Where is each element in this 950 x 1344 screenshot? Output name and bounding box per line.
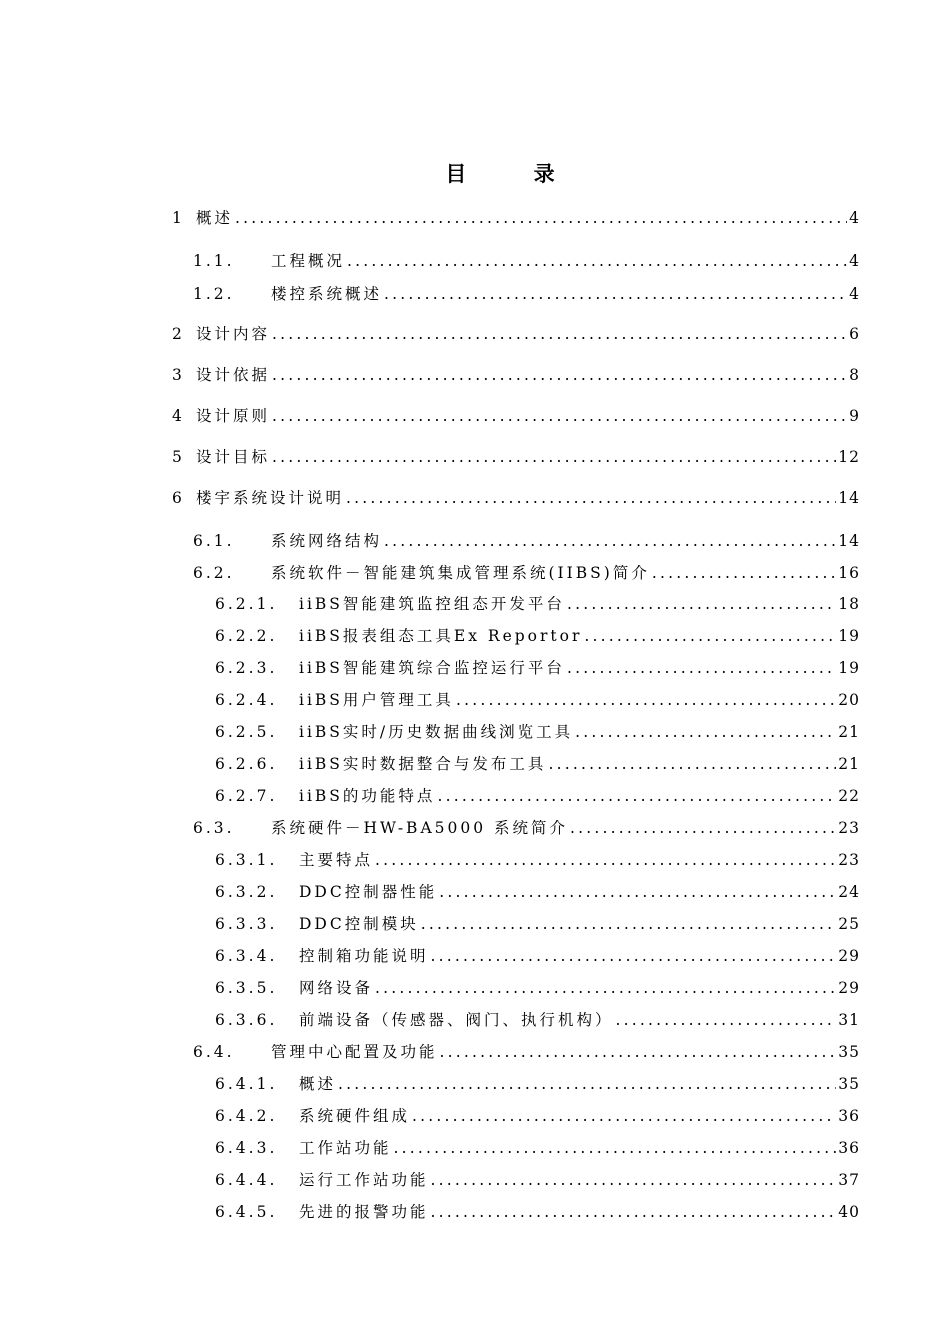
toc-entry[interactable] <box>215 752 860 774</box>
toc-leader-dots <box>567 659 836 677</box>
toc-leader-dots <box>412 1107 836 1125</box>
toc-entry-title: 先进的报警功能 <box>299 1203 429 1221</box>
toc-entry-title: 概述 <box>196 209 234 227</box>
toc-leader-dots <box>272 448 836 466</box>
toc-leader-dots <box>346 489 836 507</box>
toc-entry-number: 1.2. <box>193 285 235 303</box>
toc-entry-page: 12 <box>838 448 860 466</box>
toc-entry-number: 6.2.5. <box>215 723 278 741</box>
toc-leader-dots <box>439 883 836 901</box>
toc-entry-number: 4 <box>172 407 185 425</box>
toc-entry-number: 6.4.5. <box>215 1203 278 1221</box>
toc-leader-dots <box>440 1043 837 1061</box>
toc-entry-page: 35 <box>838 1075 860 1093</box>
toc-entry[interactable] <box>215 880 860 902</box>
toc-entry-page: 40 <box>838 1203 860 1221</box>
toc-entry-page: 23 <box>838 819 860 837</box>
toc-entry-number: 3 <box>172 366 185 384</box>
toc-leader-dots <box>456 691 836 709</box>
toc-leader-dots <box>652 564 836 582</box>
toc-entry-title: 控制箱功能说明 <box>299 947 429 965</box>
toc-entry[interactable] <box>215 1008 860 1030</box>
toc-entry-page: 19 <box>838 659 860 677</box>
toc-entry-page: 14 <box>838 489 860 507</box>
toc-entry-title: 系统网络结构 <box>271 532 383 550</box>
toc-entry-page: 19 <box>838 627 860 645</box>
toc-entry-page: 6 <box>849 325 860 343</box>
toc-entry-title: iiBS智能建筑综合监控运行平台 <box>299 659 565 677</box>
toc-entry-page: 18 <box>838 595 860 613</box>
toc-entry-number: 6.2.2. <box>215 627 278 645</box>
toc-entry-number: 6.3.3. <box>215 915 278 933</box>
toc-entry[interactable] <box>193 1040 860 1062</box>
toc-entry-number: 6.2. <box>193 564 235 582</box>
toc-title: 目 录 <box>445 161 585 186</box>
toc-entry-number: 2 <box>172 325 185 343</box>
toc-entry-title: 主要特点 <box>299 851 374 869</box>
toc-leader-dots <box>570 819 836 837</box>
toc-entry[interactable] <box>215 848 860 870</box>
toc-entry[interactable] <box>215 592 860 614</box>
toc-entry-page: 21 <box>838 755 860 773</box>
toc-entry-number: 6.2.3. <box>215 659 278 677</box>
toc-leader-dots <box>584 627 836 645</box>
toc-entry-title: 工作站功能 <box>299 1139 392 1157</box>
toc-entry-number: 1.1. <box>193 252 235 270</box>
toc-entry-title: 设计原则 <box>196 407 271 425</box>
toc-entry-page: 37 <box>838 1171 860 1189</box>
toc-entry-page: 16 <box>838 564 860 582</box>
toc-entry-title: iiBS用户管理工具 <box>299 691 454 709</box>
toc-leader-dots <box>338 1075 836 1093</box>
toc-leader-dots <box>431 1171 837 1189</box>
toc-leader-dots <box>375 851 836 869</box>
toc-entry[interactable] <box>215 720 860 742</box>
toc-entry-title: iiBS报表组态工具Ex Reportor <box>299 627 583 645</box>
toc-entry-title: DDC控制器性能 <box>299 883 438 901</box>
toc-entry[interactable] <box>193 282 860 304</box>
toc-entry[interactable] <box>215 688 860 710</box>
toc-entry-title: 运行工作站功能 <box>299 1171 429 1189</box>
toc-entry[interactable] <box>172 486 860 508</box>
toc-entry[interactable] <box>215 976 860 998</box>
toc-entry-title: DDC控制模块 <box>299 915 419 933</box>
toc-entry[interactable] <box>172 445 860 467</box>
toc-leader-dots <box>384 285 847 303</box>
toc-entry-title: 设计目标 <box>196 448 271 466</box>
toc-entry-title: 系统硬件组成 <box>299 1107 411 1125</box>
toc-entry[interactable] <box>215 624 860 646</box>
toc-entry-number: 6.3.5. <box>215 979 278 997</box>
toc-entry[interactable] <box>172 363 860 385</box>
toc-entry[interactable] <box>193 561 860 583</box>
toc-leader-dots <box>272 325 847 343</box>
toc-entry-page: 24 <box>838 883 860 901</box>
toc-leader-dots <box>347 252 847 270</box>
toc-entry-page: 36 <box>838 1139 860 1157</box>
toc-entry[interactable] <box>215 656 860 678</box>
toc-entry-number: 6.2.4. <box>215 691 278 709</box>
toc-entry-page: 31 <box>838 1011 860 1029</box>
toc-entry-title: iiBS智能建筑监控组态开发平台 <box>299 595 565 613</box>
toc-leader-dots <box>437 787 836 805</box>
toc-entry-page: 25 <box>838 915 860 933</box>
toc-entry-number: 6.3. <box>193 819 235 837</box>
toc-leader-dots <box>567 595 836 613</box>
toc-entry[interactable] <box>193 249 860 271</box>
toc-entry-page: 22 <box>838 787 860 805</box>
toc-entry-title: 系统软件－智能建筑集成管理系统(IIBS)简介 <box>271 564 650 582</box>
toc-entry[interactable] <box>215 1168 860 1190</box>
toc-leader-dots <box>575 723 836 741</box>
toc-entry-number: 6.4.1. <box>215 1075 278 1093</box>
toc-entry-number: 5 <box>172 448 185 466</box>
toc-entry[interactable] <box>172 206 860 228</box>
toc-leader-dots <box>235 209 847 227</box>
toc-entry-number: 6.2.6. <box>215 755 278 773</box>
toc-entry-page: 14 <box>838 532 860 550</box>
toc-entry-title: iiBS实时数据整合与发布工具 <box>299 755 547 773</box>
toc-entry[interactable] <box>193 529 860 551</box>
toc-entry-page: 23 <box>838 851 860 869</box>
toc-entry[interactable] <box>215 1104 860 1126</box>
toc-entry-number: 6 <box>172 489 185 507</box>
toc-entry-number: 6.4.4. <box>215 1171 278 1189</box>
toc-entry[interactable] <box>215 784 860 806</box>
toc-entry-page: 9 <box>849 407 860 425</box>
toc-entry-number: 6.1. <box>193 532 235 550</box>
toc-entry-title: 楼控系统概述 <box>271 285 383 303</box>
toc-leader-dots <box>431 1203 837 1221</box>
toc-entry-page: 21 <box>838 723 860 741</box>
toc-entry-number: 6.3.4. <box>215 947 278 965</box>
toc-entry-title: 工程概况 <box>271 252 346 270</box>
toc-entry-number: 6.3.2. <box>215 883 278 901</box>
toc-leader-dots <box>616 1011 837 1029</box>
toc-entry[interactable] <box>215 1072 860 1094</box>
toc-entry-title: 前端设备（传感器、阀门、执行机构） <box>299 1011 614 1029</box>
toc-leader-dots <box>548 755 836 773</box>
toc-leader-dots <box>375 979 836 997</box>
toc-entry-number: 6.3.1. <box>215 851 278 869</box>
toc-leader-dots <box>431 947 837 965</box>
toc-entry[interactable] <box>193 816 860 838</box>
toc-entry-page: 4 <box>849 285 860 303</box>
toc-entry-page: 4 <box>849 252 860 270</box>
toc-entry-title: 管理中心配置及功能 <box>271 1043 438 1061</box>
toc-entry-page: 8 <box>849 366 860 384</box>
toc-entry[interactable] <box>215 944 860 966</box>
toc-leader-dots <box>421 915 837 933</box>
toc-entry-number: 6.3.6. <box>215 1011 278 1029</box>
toc-entry-page: 29 <box>838 947 860 965</box>
toc-entry-title: iiBS的功能特点 <box>299 787 436 805</box>
toc-entry-title: 网络设备 <box>299 979 374 997</box>
toc-entry[interactable] <box>172 322 860 344</box>
toc-entry-title: iiBS实时/历史数据曲线浏览工具 <box>299 723 574 741</box>
toc-entry[interactable] <box>172 404 860 426</box>
toc-entry-page: 4 <box>849 209 860 227</box>
toc-entry-page: 36 <box>838 1107 860 1125</box>
toc-entry-page: 29 <box>838 979 860 997</box>
toc-entry-title: 设计依据 <box>196 366 271 384</box>
toc-entry-number: 1 <box>172 209 185 227</box>
toc-entry-page: 35 <box>838 1043 860 1061</box>
toc-leader-dots <box>272 407 847 425</box>
toc-entry-page: 20 <box>838 691 860 709</box>
toc-entry[interactable] <box>215 912 860 934</box>
toc-entry-title: 设计内容 <box>196 325 271 343</box>
toc-entry[interactable] <box>215 1200 860 1222</box>
toc-entry-number: 6.2.7. <box>215 787 278 805</box>
toc-entry-title: 概述 <box>299 1075 337 1093</box>
toc-entry-number: 6.4. <box>193 1043 235 1061</box>
toc-leader-dots <box>272 366 847 384</box>
toc-entry-title: 系统硬件－HW-BA5000 系统简介 <box>271 819 569 837</box>
toc-entry-title: 楼宇系统设计说明 <box>196 489 345 507</box>
toc-leader-dots <box>384 532 836 550</box>
toc-entry[interactable] <box>215 1136 860 1158</box>
toc-entry-number: 6.2.1. <box>215 595 278 613</box>
toc-entry-number: 6.4.3. <box>215 1139 278 1157</box>
toc-leader-dots <box>394 1139 837 1157</box>
toc-entry-number: 6.4.2. <box>215 1107 278 1125</box>
